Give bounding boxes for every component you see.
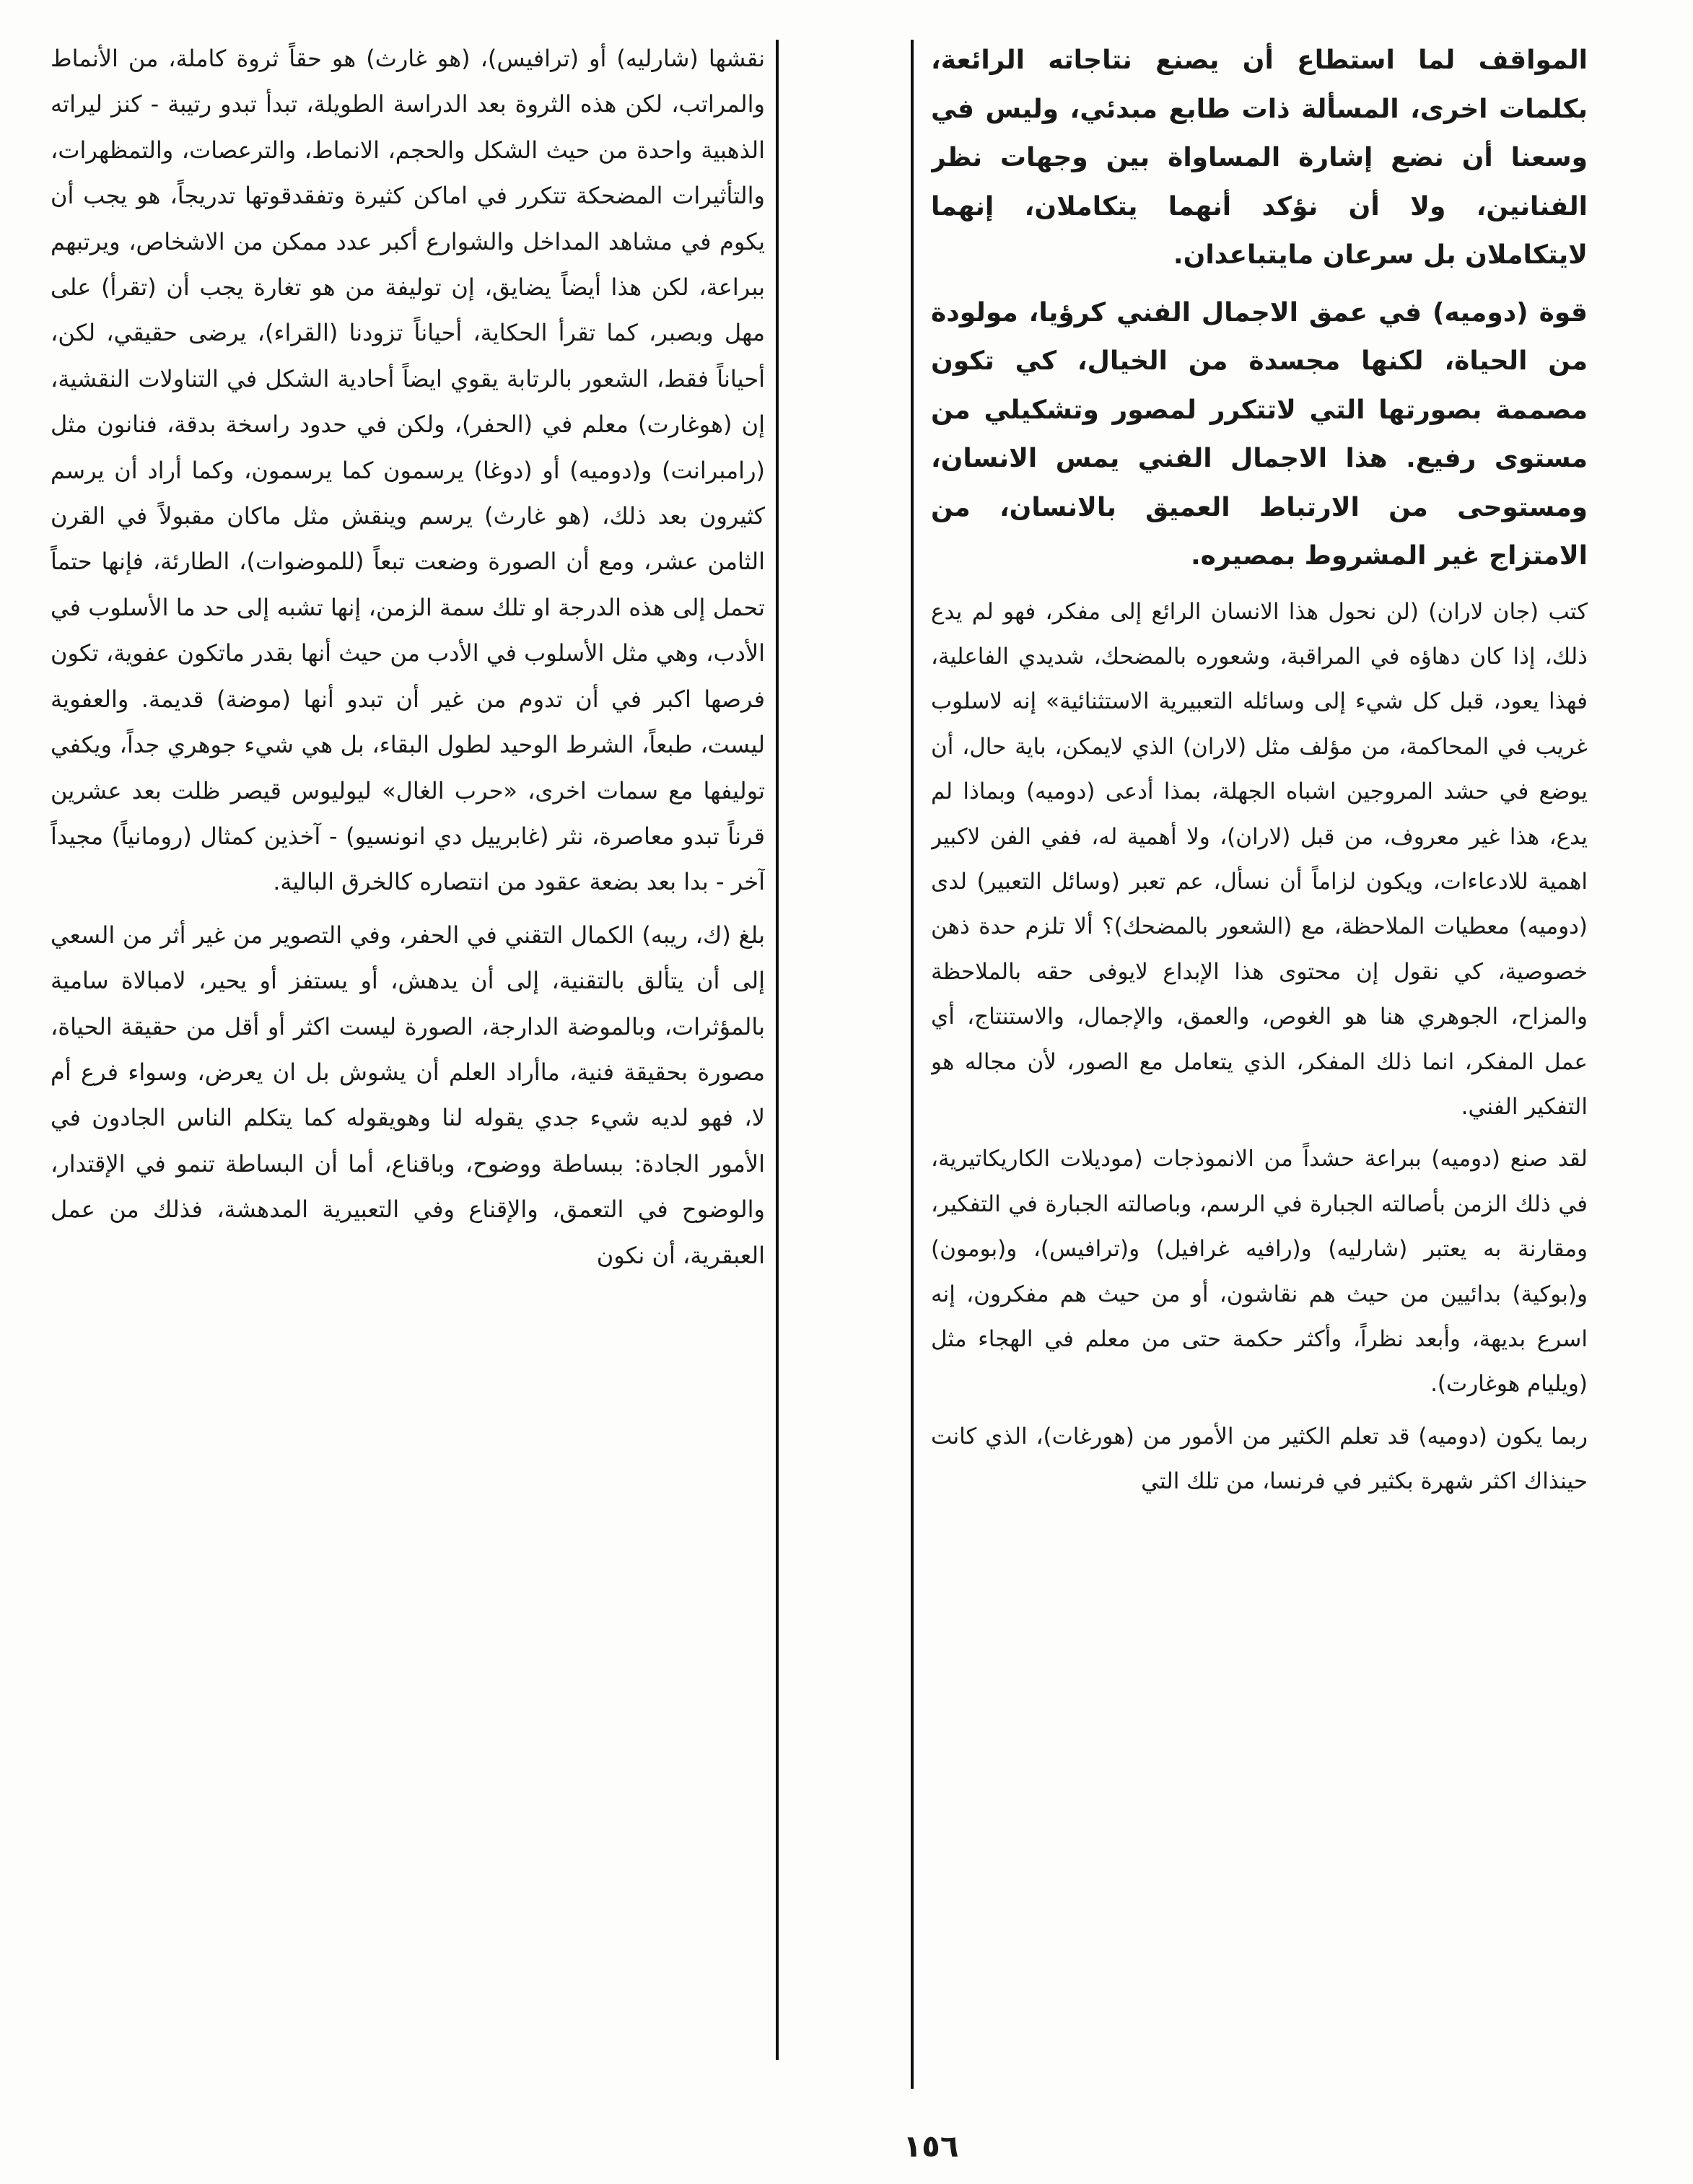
paragraph: ربما يكون (دوميه) قد تعلم الكثير من الأمور من (هورغات)، الذي كانت حينذاك اكثر شهرة بكثير في فرنسا، من تلك التي <box>931 1423 1588 1495</box>
paragraph: لقد صنع (دوميه) ببراعة حشداً من الانموذجات (موديلات الكاريكاتيرية، في ذلك الزمن بأصالته الجبارة في الرسم، وباصالته الجبارة في التفكير، ومقارنة به يعتبر (شارليه) و(رافيه غرافيل) و(ترافيس)، و(بومون) و(بوكية) بدائيين من حيث هم نقاشون، أو من حيث هم مفكرون، إنه اسرع بديهة، وأبعد نظراً، وأكثر حكمة حتى من معلم في الهجاء مثل (ويليام هوغارت). <box>931 1146 1588 1398</box>
paragraph: بلغ (ك، ريبه) الكمال التقني في الحفر، وفي التصوير من غير أثر من السعي إلى أن يتألق بالتقنية، إلى أن يدهش، أو يستفز أو يحير، لامبالاة سامية بالمؤثرات، وبالموضة الدارجة، الصورة ليست اكثر أو أقل من حقيقة الحياة، مصورة بحقيقة فنية، ماأراد العلم أن يشوش بل ان يعرض، وسواء فرع أم لا، فهو لديه شيء جدي يقوله لنا وهويقوله كما يتكلم الناس الجادون في الأمور الجادة: ببساطة ووضوح، وباقناع، أما أن البساطة تنمو في الإقتدار، والوضوح في التعمق، والإقناع وفي التعبيرية المدهشة، فذلك من عمل العبقرية، أن نكون <box>51 921 765 1269</box>
paragraph: نقشها (شارليه) أو (ترافيس)، (هو غارث) هو حقاً ثروة كاملة، من الأنماط والمراتب، لكن هذه الثروة بعد الدراسة الطويلة، تبدأ تبدو رتيبة - كنز ليراته الذهبية واحدة من حيث الشكل والحجم، الانماط، والترعصات، والتمظهرات، والتأثيرات المضحكة تتكرر في اماكن كثيرة وتفقدقوتها تدريجاً، هو يجب أن يكوم في مشاهد المداخل والشوارع أكبر عدد ممكن من الاشخاص، ويرتبهم ببراعة، لكن هذا أيضاً يضايق، إن توليفة من هو تغارة يجب أن (تقرأ) على مهل وبصبر، كما تقرأ الحكاية، أحياناً تزودنا (القراء)، يرضى حقيقي، لكن، أحياناً فقط، الشعور بالرتابة يقوي ايضاً أحادية الشكل في التناولات النقشية، إن (هوغارت) معلم في (الحفر)، ولكن في حدود راسخة بدقة، فنانون مثل (رامبرانت) و(دوميه) أو (دوغا) يرسمون كما يرسمون، وكما أراد أن يرسم كثيرون بعد ذلك، (هو غارث) يرسم وينقش مثل ماكان مقبولاً في القرن الثامن عشر، ومع أن الصورة وضعت تبعاً (للموضوات)، الطارئة، فإنها حتماً تحمل إلى هذه الدرجة او تلك سمة الزمن، إنها تشبه إلى حد ما الأسلوب في الأدب، وهي مثل الأسلوب في الأدب من حيث أنها بقدر ماتكون عفوية، تكون فرصها اكبر في أن تدوم من غير أن تبدو أنها (موضة) قديمة. والعفوية ليست، طبعاً، الشرط الوحيد لطول البقاء، بل هي شيء جوهري جداً، ويكفي توليفها مع سمات اخرى، «حرب الغال» ليوليوس قيصر ظلت بعد عشرين قرناً تبدو معاصرة، نثر (غابرييل دي انونسيو) - آخذين كمثال (رومانياً) مجيداً آخر - بدا بعد بضعة عقود من انتصاره كالخرق البالية. <box>51 45 765 896</box>
right-column-rule <box>911 40 914 2089</box>
right-column <box>931 36 1588 2071</box>
page-number: ١٥٦ <box>903 2128 959 2164</box>
paragraph: كتب (جان لاران) (لن نحول هذا الانسان الرائع إلى مفكر، فهو لم يدع ذلك، إذا كان دهاؤه في المراقبة، وشعوره بالمضحك، شديدي الفاعلية، فهذا يعود، قبل كل شيء إلى وسائله التعبيرية الاستثنائية» إنه لاسلوب غريب في المحاكمة، من مؤلف مثل (لاران) الذي لايمكن، باية حال، أن يوضع في حشد المروجين اشباه الجهلة، بمذا أدعى (دوميه) وبماذا لم يدع، هذا غير معروف، من قبل (لاران)، ولا أهمية له، ففي الفن لاكبير اهمية للادعاءات، ويكون لزاماً أن نسأل، عم تعبر (وسائل التعبير) لدى (دوميه) معطيات الملاحظة، مع (الشعور بالمضحك)؟ ألا تلزم حدة ذهن خصوصية، كي نقول إن محتوى هذا الإبداع لايوفى حقه بالملاحظة والمزاح، الجوهري هنا هو الغوص، والعمق، والإجمال، والاستنتاج، أي عمل المفكر، انما ذلك المفكر، الذي يتعامل مع الصور، لأن مجاله هو التفكير الفني. <box>931 598 1588 1120</box>
bold-paragraph: المواقف لما استطاع أن يصنع نتاجاته الرائعة، بكلمات اخرى، المسألة ذات طابع مبدئي، وليس في وسعنا أن نضع إشارة المساواة بين وجهات نظر الفنانين، ولا أن نؤكد أنهما يتكاملان، إنهما لايتكاملان بل سرعان مايتباعدان. <box>931 45 1588 270</box>
bold-paragraph: قوة (دوميه) في عمق الاجمال الفني كرؤيا، مولودة من الحياة، لكنها مجسدة من الخيال، كي تكون مصممة بصورتها التي لاتتكرر لمصور وتشكيلي من مستوى رفيع. هذا الاجمال الفني يمس الانسان، ومستوحى من الارتباط العميق بالانسان، من الامتزاج غير المشروط بمصيره. <box>931 297 1588 571</box>
left-column <box>51 36 765 2100</box>
left-column-rule <box>776 40 779 2060</box>
